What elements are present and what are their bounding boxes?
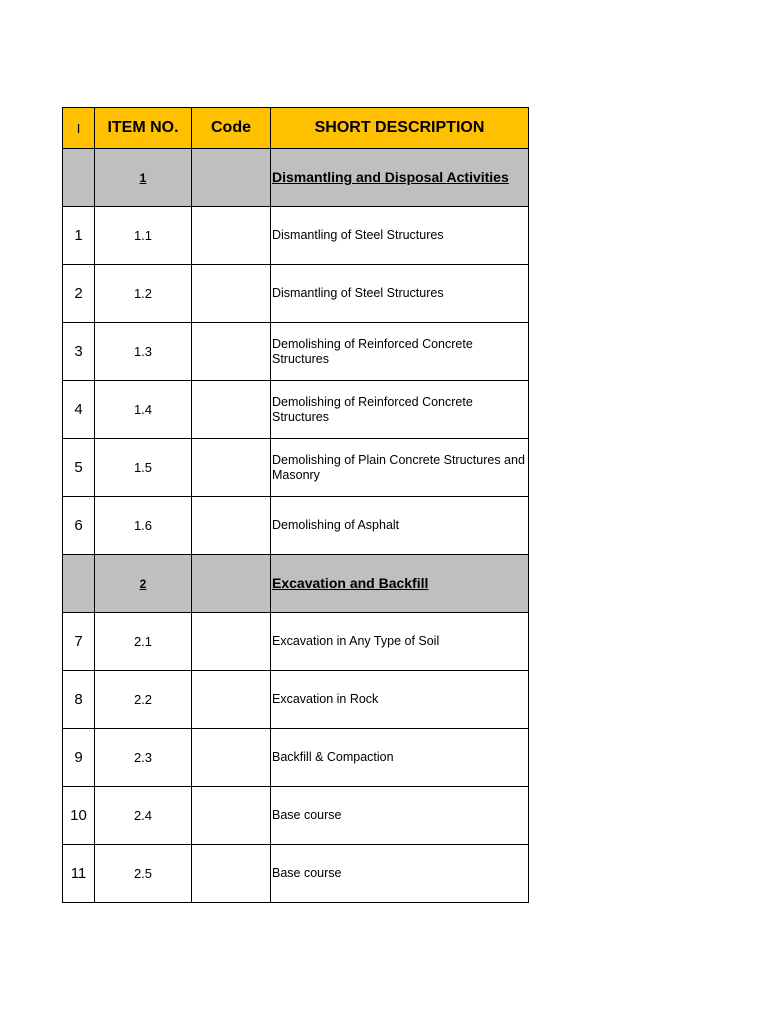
short-description: Demolishing of Asphalt [271,497,529,555]
short-description: Excavation in Any Type of Soil [271,613,529,671]
table-row [63,613,529,671]
item-number: 1.1 [95,207,192,265]
item-number: 2.5 [95,845,192,903]
short-description: Base course [271,845,529,903]
table-row [63,207,529,265]
code-cell [192,323,271,381]
item-number: 2.1 [95,613,192,671]
short-description: Dismantling of Steel Structures [271,207,529,265]
table-row [63,845,529,903]
section-code-cell [192,555,271,613]
code-cell [192,729,271,787]
section-row-1 [63,149,529,207]
header-short-description: SHORT DESCRIPTION [271,108,529,149]
item-number: 2.2 [95,671,192,729]
table-row [63,381,529,439]
section-code-cell [192,149,271,207]
section-number: 2 [95,555,192,613]
short-description: Demolishing of Plain Concrete Structures and Masonry [271,439,529,497]
section-title: Dismantling and Disposal Activities [271,149,529,207]
table-row [63,265,529,323]
code-cell [192,207,271,265]
code-cell [192,381,271,439]
serial-number: 2 [63,265,95,323]
short-description: Excavation in Rock [271,671,529,729]
boq-table [62,107,529,903]
serial-number: 6 [63,497,95,555]
code-cell [192,787,271,845]
short-description: Dismantling of Steel Structures [271,265,529,323]
serial-number: 3 [63,323,95,381]
table-row [63,787,529,845]
serial-number: 5 [63,439,95,497]
item-number: 2.3 [95,729,192,787]
short-description: Demolishing of Reinforced Concrete Structures [271,381,529,439]
code-cell [192,265,271,323]
section-row-2 [63,555,529,613]
item-number: 1.6 [95,497,192,555]
item-number: 2.4 [95,787,192,845]
code-cell [192,497,271,555]
serial-number: 8 [63,671,95,729]
serial-number: 4 [63,381,95,439]
code-cell [192,671,271,729]
short-description: Base course [271,787,529,845]
table-row [63,671,529,729]
serial-number: 7 [63,613,95,671]
item-number: 1.4 [95,381,192,439]
section-number: 1 [95,149,192,207]
table-row [63,323,529,381]
short-description: Backfill & Compaction [271,729,529,787]
header-code: Code [192,108,271,149]
section-title: Excavation and Backfill [271,555,529,613]
serial-number: 9 [63,729,95,787]
table-row [63,729,529,787]
item-number: 1.2 [95,265,192,323]
serial-number: 10 [63,787,95,845]
header-col-i: I [63,108,95,149]
serial-number: 1 [63,207,95,265]
code-cell [192,613,271,671]
item-number: 1.3 [95,323,192,381]
section-sn-cell [63,149,95,207]
short-description: Demolishing of Reinforced Concrete Structures [271,323,529,381]
table-row [63,439,529,497]
table-row [63,497,529,555]
item-number: 1.5 [95,439,192,497]
header-item-no: ITEM NO. [95,108,192,149]
serial-number: 11 [63,845,95,903]
code-cell [192,439,271,497]
header-row [63,108,529,149]
code-cell [192,845,271,903]
section-sn-cell [63,555,95,613]
